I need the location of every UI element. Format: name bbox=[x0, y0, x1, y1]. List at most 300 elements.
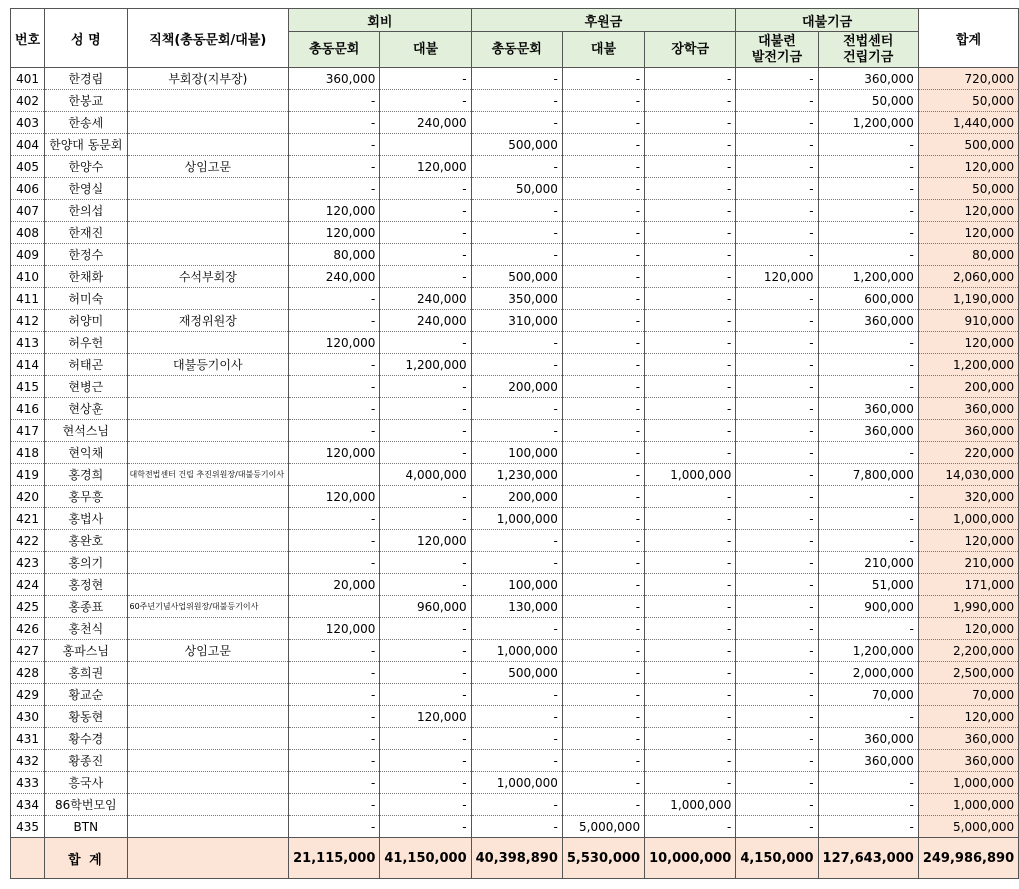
row-fund-center-cell[interactable]: 7,800,000 bbox=[818, 464, 918, 486]
row-fee-daebul-cell[interactable]: - bbox=[380, 684, 471, 706]
row-fee-alumni-cell[interactable]: 120,000 bbox=[289, 442, 380, 464]
row-name-cell[interactable]: 현상훈 bbox=[45, 398, 127, 420]
row-fee-alumni-cell[interactable]: 240,000 bbox=[289, 266, 380, 288]
row-name-cell[interactable]: 한채화 bbox=[45, 266, 127, 288]
row-role-cell[interactable] bbox=[127, 728, 289, 750]
row-fee-daebul-cell[interactable]: 120,000 bbox=[380, 706, 471, 728]
row-fee-daebul-cell[interactable]: 960,000 bbox=[380, 596, 471, 618]
row-support-daebul-cell[interactable]: - bbox=[562, 706, 644, 728]
row-total-cell[interactable]: 120,000 bbox=[918, 156, 1018, 178]
row-total-cell[interactable]: 360,000 bbox=[918, 420, 1018, 442]
row-fund-development-cell[interactable]: - bbox=[736, 134, 818, 156]
row-support-daebul-cell[interactable]: - bbox=[562, 376, 644, 398]
row-support-alumni-cell[interactable]: 1,230,000 bbox=[471, 464, 562, 486]
row-name-cell[interactable]: 한봉교 bbox=[45, 90, 127, 112]
row-role-cell[interactable] bbox=[127, 200, 289, 222]
row-fund-center-cell[interactable]: - bbox=[818, 508, 918, 530]
row-support-scholarship-cell[interactable]: - bbox=[645, 376, 736, 398]
row-name-cell[interactable]: 흥국사 bbox=[45, 772, 127, 794]
row-fee-daebul-cell[interactable]: - bbox=[380, 816, 471, 838]
row-role-cell[interactable] bbox=[127, 244, 289, 266]
row-fund-center-cell[interactable]: - bbox=[818, 178, 918, 200]
row-fund-center-cell[interactable]: - bbox=[818, 486, 918, 508]
row-name-cell[interactable]: 한경림 bbox=[45, 68, 127, 90]
row-fee-daebul-cell[interactable]: - bbox=[380, 574, 471, 596]
row-support-daebul-cell[interactable]: - bbox=[562, 420, 644, 442]
row-role-cell[interactable] bbox=[127, 662, 289, 684]
row-total-cell[interactable]: 360,000 bbox=[918, 398, 1018, 420]
row-fund-development-cell[interactable]: - bbox=[736, 640, 818, 662]
row-fund-development-cell[interactable]: 120,000 bbox=[736, 266, 818, 288]
row-name-cell[interactable]: 홍완호 bbox=[45, 530, 127, 552]
row-fund-development-cell[interactable]: - bbox=[736, 706, 818, 728]
row-support-daebul-cell[interactable]: - bbox=[562, 266, 644, 288]
row-role-cell[interactable] bbox=[127, 508, 289, 530]
header-support-scholarship[interactable]: 장학금 bbox=[645, 32, 736, 68]
row-role-cell[interactable] bbox=[127, 178, 289, 200]
header-group-fee[interactable]: 회비 bbox=[289, 9, 472, 32]
row-support-daebul-cell[interactable]: - bbox=[562, 288, 644, 310]
row-fee-alumni-cell[interactable]: 120,000 bbox=[289, 486, 380, 508]
row-support-daebul-cell[interactable]: - bbox=[562, 200, 644, 222]
row-name-cell[interactable]: 황수경 bbox=[45, 728, 127, 750]
row-fund-development-cell[interactable]: - bbox=[736, 794, 818, 816]
row-role-cell[interactable] bbox=[127, 684, 289, 706]
row-support-scholarship-cell[interactable]: - bbox=[645, 68, 736, 90]
row-name-cell[interactable]: 홍무흥 bbox=[45, 486, 127, 508]
row-support-alumni-cell[interactable]: - bbox=[471, 618, 562, 640]
row-support-alumni-cell[interactable]: 200,000 bbox=[471, 376, 562, 398]
row-name-cell[interactable]: 한정수 bbox=[45, 244, 127, 266]
row-support-alumni-cell[interactable]: 100,000 bbox=[471, 442, 562, 464]
row-number-cell[interactable]: 421 bbox=[11, 508, 45, 530]
row-support-daebul-cell[interactable]: - bbox=[562, 728, 644, 750]
row-total-cell[interactable]: 120,000 bbox=[918, 332, 1018, 354]
row-role-cell[interactable]: 재정위원장 bbox=[127, 310, 289, 332]
row-total-cell[interactable]: 360,000 bbox=[918, 728, 1018, 750]
row-support-alumni-cell[interactable]: 500,000 bbox=[471, 134, 562, 156]
row-support-daebul-cell[interactable]: - bbox=[562, 618, 644, 640]
row-support-daebul-cell[interactable]: - bbox=[562, 508, 644, 530]
row-number-cell[interactable]: 428 bbox=[11, 662, 45, 684]
row-fee-alumni-cell[interactable] bbox=[289, 596, 380, 618]
row-number-cell[interactable]: 408 bbox=[11, 222, 45, 244]
row-number-cell[interactable]: 412 bbox=[11, 310, 45, 332]
header-name[interactable]: 성 명 bbox=[45, 9, 127, 68]
row-fund-development-cell[interactable]: - bbox=[736, 398, 818, 420]
row-support-alumni-cell[interactable]: 50,000 bbox=[471, 178, 562, 200]
row-support-scholarship-cell[interactable]: - bbox=[645, 706, 736, 728]
row-role-cell[interactable]: 대학전법센터 건립 추진위원장/대불등기이사 bbox=[127, 464, 289, 486]
row-fund-center-cell[interactable]: - bbox=[818, 442, 918, 464]
row-support-alumni-cell[interactable]: - bbox=[471, 332, 562, 354]
header-fee-daebul[interactable]: 대불 bbox=[380, 32, 471, 68]
row-fee-alumni-cell[interactable]: 360,000 bbox=[289, 68, 380, 90]
row-role-cell[interactable] bbox=[127, 90, 289, 112]
row-support-daebul-cell[interactable]: - bbox=[562, 68, 644, 90]
row-fund-development-cell[interactable]: - bbox=[736, 288, 818, 310]
row-name-cell[interactable]: 현익채 bbox=[45, 442, 127, 464]
row-fund-center-cell[interactable]: 1,200,000 bbox=[818, 640, 918, 662]
row-total-cell[interactable]: 910,000 bbox=[918, 310, 1018, 332]
row-fee-alumni-cell[interactable]: - bbox=[289, 398, 380, 420]
row-support-alumni-cell[interactable]: 1,000,000 bbox=[471, 772, 562, 794]
row-fee-alumni-cell[interactable]: - bbox=[289, 684, 380, 706]
row-role-cell[interactable] bbox=[127, 750, 289, 772]
row-support-daebul-cell[interactable]: - bbox=[562, 112, 644, 134]
row-total-cell[interactable]: 210,000 bbox=[918, 552, 1018, 574]
row-support-scholarship-cell[interactable]: - bbox=[645, 310, 736, 332]
row-fund-center-cell[interactable]: - bbox=[818, 222, 918, 244]
row-fund-center-cell[interactable]: 210,000 bbox=[818, 552, 918, 574]
row-support-scholarship-cell[interactable]: - bbox=[645, 222, 736, 244]
row-role-cell[interactable] bbox=[127, 618, 289, 640]
row-fund-development-cell[interactable]: - bbox=[736, 332, 818, 354]
row-support-scholarship-cell[interactable]: 1,000,000 bbox=[645, 794, 736, 816]
row-fee-daebul-cell[interactable]: - bbox=[380, 178, 471, 200]
row-support-alumni-cell[interactable]: - bbox=[471, 728, 562, 750]
row-name-cell[interactable]: 86학번모임 bbox=[45, 794, 127, 816]
row-support-alumni-cell[interactable]: 500,000 bbox=[471, 662, 562, 684]
row-name-cell[interactable]: 한재진 bbox=[45, 222, 127, 244]
header-fee-alumni[interactable]: 총동문회 bbox=[289, 32, 380, 68]
row-support-alumni-cell[interactable]: 130,000 bbox=[471, 596, 562, 618]
footer-sum-fee-daebul[interactable]: 41,150,000 bbox=[380, 838, 471, 879]
row-number-cell[interactable]: 427 bbox=[11, 640, 45, 662]
row-fee-daebul-cell[interactable]: - bbox=[380, 662, 471, 684]
row-fund-development-cell[interactable]: - bbox=[736, 486, 818, 508]
row-support-daebul-cell[interactable]: - bbox=[562, 354, 644, 376]
row-number-cell[interactable]: 433 bbox=[11, 772, 45, 794]
row-role-cell[interactable] bbox=[127, 794, 289, 816]
row-role-cell[interactable]: 60주년기념사업위원장/대불등기이사 bbox=[127, 596, 289, 618]
footer-sum-fee-alumni[interactable]: 21,115,000 bbox=[289, 838, 380, 879]
row-fee-daebul-cell[interactable]: 240,000 bbox=[380, 288, 471, 310]
footer-sum-support-alumni[interactable]: 40,398,890 bbox=[471, 838, 562, 879]
header-total[interactable]: 합계 bbox=[918, 9, 1018, 68]
row-number-cell[interactable]: 413 bbox=[11, 332, 45, 354]
row-support-scholarship-cell[interactable]: - bbox=[645, 90, 736, 112]
row-fund-development-cell[interactable]: - bbox=[736, 530, 818, 552]
row-number-cell[interactable]: 426 bbox=[11, 618, 45, 640]
row-fund-development-cell[interactable]: - bbox=[736, 90, 818, 112]
row-fee-alumni-cell[interactable]: - bbox=[289, 134, 380, 156]
row-fee-daebul-cell[interactable]: - bbox=[380, 90, 471, 112]
footer-total-label[interactable]: 합 계 bbox=[45, 838, 127, 879]
row-fee-alumni-cell[interactable]: - bbox=[289, 112, 380, 134]
row-fund-center-cell[interactable]: 1,200,000 bbox=[818, 266, 918, 288]
row-fee-alumni-cell[interactable]: - bbox=[289, 530, 380, 552]
row-fee-daebul-cell[interactable]: - bbox=[380, 508, 471, 530]
row-role-cell[interactable] bbox=[127, 222, 289, 244]
row-support-daebul-cell[interactable]: - bbox=[562, 486, 644, 508]
row-fee-alumni-cell[interactable]: 120,000 bbox=[289, 618, 380, 640]
row-support-scholarship-cell[interactable]: - bbox=[645, 134, 736, 156]
row-support-scholarship-cell[interactable]: - bbox=[645, 750, 736, 772]
row-role-cell[interactable] bbox=[127, 530, 289, 552]
row-name-cell[interactable]: 한의섭 bbox=[45, 200, 127, 222]
row-total-cell[interactable]: 14,030,000 bbox=[918, 464, 1018, 486]
row-total-cell[interactable]: 2,060,000 bbox=[918, 266, 1018, 288]
row-fund-center-cell[interactable]: - bbox=[818, 332, 918, 354]
row-support-scholarship-cell[interactable]: - bbox=[645, 178, 736, 200]
row-total-cell[interactable]: 200,000 bbox=[918, 376, 1018, 398]
row-name-cell[interactable]: 홍정현 bbox=[45, 574, 127, 596]
row-fund-center-cell[interactable]: 360,000 bbox=[818, 728, 918, 750]
row-role-cell[interactable]: 상임고문 bbox=[127, 156, 289, 178]
row-number-cell[interactable]: 411 bbox=[11, 288, 45, 310]
row-role-cell[interactable]: 수석부회장 bbox=[127, 266, 289, 288]
row-fund-development-cell[interactable]: - bbox=[736, 552, 818, 574]
row-fee-alumni-cell[interactable]: - bbox=[289, 156, 380, 178]
row-fee-alumni-cell[interactable]: 80,000 bbox=[289, 244, 380, 266]
row-support-daebul-cell[interactable]: - bbox=[562, 530, 644, 552]
row-support-alumni-cell[interactable]: - bbox=[471, 112, 562, 134]
row-role-cell[interactable] bbox=[127, 706, 289, 728]
row-fund-center-cell[interactable]: - bbox=[818, 354, 918, 376]
row-fee-daebul-cell[interactable]: - bbox=[380, 68, 471, 90]
row-support-daebul-cell[interactable]: - bbox=[562, 464, 644, 486]
row-support-daebul-cell[interactable]: - bbox=[562, 134, 644, 156]
row-fee-alumni-cell[interactable]: - bbox=[289, 794, 380, 816]
row-support-daebul-cell[interactable]: - bbox=[562, 662, 644, 684]
row-name-cell[interactable]: 홍파스님 bbox=[45, 640, 127, 662]
row-fee-daebul-cell[interactable]: - bbox=[380, 244, 471, 266]
row-support-alumni-cell[interactable]: - bbox=[471, 398, 562, 420]
row-fee-alumni-cell[interactable]: - bbox=[289, 728, 380, 750]
row-role-cell[interactable] bbox=[127, 772, 289, 794]
row-support-alumni-cell[interactable]: - bbox=[471, 200, 562, 222]
row-number-cell[interactable]: 420 bbox=[11, 486, 45, 508]
row-support-alumni-cell[interactable]: - bbox=[471, 750, 562, 772]
row-support-alumni-cell[interactable]: - bbox=[471, 684, 562, 706]
row-support-scholarship-cell[interactable]: - bbox=[645, 266, 736, 288]
row-number-cell[interactable]: 417 bbox=[11, 420, 45, 442]
row-total-cell[interactable]: 2,500,000 bbox=[918, 662, 1018, 684]
row-number-cell[interactable]: 424 bbox=[11, 574, 45, 596]
row-fund-center-cell[interactable]: 360,000 bbox=[818, 398, 918, 420]
row-fund-center-cell[interactable]: 360,000 bbox=[818, 420, 918, 442]
row-total-cell[interactable]: 2,200,000 bbox=[918, 640, 1018, 662]
header-no[interactable]: 번호 bbox=[11, 9, 45, 68]
row-fund-development-cell[interactable]: - bbox=[736, 508, 818, 530]
row-fund-development-cell[interactable]: - bbox=[736, 354, 818, 376]
row-support-daebul-cell[interactable]: - bbox=[562, 552, 644, 574]
row-support-scholarship-cell[interactable]: - bbox=[645, 332, 736, 354]
row-total-cell[interactable]: 1,190,000 bbox=[918, 288, 1018, 310]
row-support-daebul-cell[interactable]: - bbox=[562, 398, 644, 420]
row-support-scholarship-cell[interactable]: - bbox=[645, 508, 736, 530]
row-name-cell[interactable]: 홍천식 bbox=[45, 618, 127, 640]
row-fee-alumni-cell[interactable]: - bbox=[289, 288, 380, 310]
row-name-cell[interactable]: 황동현 bbox=[45, 706, 127, 728]
row-fund-development-cell[interactable]: - bbox=[736, 420, 818, 442]
row-fund-center-cell[interactable]: - bbox=[818, 618, 918, 640]
footer-sum-support-daebul[interactable]: 5,530,000 bbox=[562, 838, 644, 879]
row-total-cell[interactable]: 320,000 bbox=[918, 486, 1018, 508]
row-support-alumni-cell[interactable]: - bbox=[471, 222, 562, 244]
row-total-cell[interactable]: 1,200,000 bbox=[918, 354, 1018, 376]
row-support-scholarship-cell[interactable]: - bbox=[645, 574, 736, 596]
row-fund-development-cell[interactable]: - bbox=[736, 222, 818, 244]
row-fee-daebul-cell[interactable]: - bbox=[380, 750, 471, 772]
row-support-daebul-cell[interactable]: - bbox=[562, 794, 644, 816]
row-total-cell[interactable]: 50,000 bbox=[918, 90, 1018, 112]
row-role-cell[interactable] bbox=[127, 134, 289, 156]
row-name-cell[interactable]: 한송세 bbox=[45, 112, 127, 134]
row-role-cell[interactable] bbox=[127, 398, 289, 420]
row-total-cell[interactable]: 720,000 bbox=[918, 68, 1018, 90]
footer-empty-cell[interactable] bbox=[11, 838, 45, 879]
row-fund-center-cell[interactable]: - bbox=[818, 156, 918, 178]
row-fee-alumni-cell[interactable]: - bbox=[289, 750, 380, 772]
row-name-cell[interactable]: BTN bbox=[45, 816, 127, 838]
row-number-cell[interactable]: 410 bbox=[11, 266, 45, 288]
row-support-scholarship-cell[interactable]: - bbox=[645, 112, 736, 134]
row-role-cell[interactable] bbox=[127, 288, 289, 310]
row-number-cell[interactable]: 423 bbox=[11, 552, 45, 574]
row-support-daebul-cell[interactable]: - bbox=[562, 442, 644, 464]
row-fund-development-cell[interactable]: - bbox=[736, 464, 818, 486]
row-fee-daebul-cell[interactable]: 120,000 bbox=[380, 530, 471, 552]
row-fee-daebul-cell[interactable]: - bbox=[380, 640, 471, 662]
row-name-cell[interactable]: 한양수 bbox=[45, 156, 127, 178]
row-support-daebul-cell[interactable]: - bbox=[562, 90, 644, 112]
row-total-cell[interactable]: 120,000 bbox=[918, 200, 1018, 222]
row-fee-alumni-cell[interactable]: - bbox=[289, 662, 380, 684]
row-support-alumni-cell[interactable]: 200,000 bbox=[471, 486, 562, 508]
footer-sum-support-scholarship[interactable]: 10,000,000 bbox=[645, 838, 736, 879]
row-number-cell[interactable]: 409 bbox=[11, 244, 45, 266]
row-fund-development-cell[interactable]: - bbox=[736, 772, 818, 794]
header-fund-development[interactable]: 대불련 발전기금 bbox=[736, 32, 818, 68]
row-number-cell[interactable]: 415 bbox=[11, 376, 45, 398]
row-support-scholarship-cell[interactable]: - bbox=[645, 354, 736, 376]
row-support-alumni-cell[interactable]: - bbox=[471, 794, 562, 816]
row-fund-center-cell[interactable]: 2,000,000 bbox=[818, 662, 918, 684]
row-number-cell[interactable]: 404 bbox=[11, 134, 45, 156]
row-fee-daebul-cell[interactable]: 4,000,000 bbox=[380, 464, 471, 486]
row-fee-daebul-cell[interactable]: - bbox=[380, 222, 471, 244]
row-number-cell[interactable]: 407 bbox=[11, 200, 45, 222]
row-total-cell[interactable]: 80,000 bbox=[918, 244, 1018, 266]
row-support-alumni-cell[interactable]: - bbox=[471, 354, 562, 376]
row-fee-daebul-cell[interactable]: - bbox=[380, 332, 471, 354]
row-fund-development-cell[interactable]: - bbox=[736, 596, 818, 618]
row-fund-development-cell[interactable]: - bbox=[736, 178, 818, 200]
row-fee-alumni-cell[interactable]: - bbox=[289, 552, 380, 574]
row-fee-alumni-cell[interactable]: - bbox=[289, 90, 380, 112]
row-fund-center-cell[interactable]: - bbox=[818, 244, 918, 266]
row-fund-development-cell[interactable]: - bbox=[736, 662, 818, 684]
row-role-cell[interactable] bbox=[127, 112, 289, 134]
row-name-cell[interactable]: 홍법사 bbox=[45, 508, 127, 530]
row-fund-center-cell[interactable]: - bbox=[818, 200, 918, 222]
row-fund-center-cell[interactable]: - bbox=[818, 794, 918, 816]
row-fee-daebul-cell[interactable]: - bbox=[380, 618, 471, 640]
row-support-scholarship-cell[interactable]: - bbox=[645, 684, 736, 706]
row-name-cell[interactable]: 홍의기 bbox=[45, 552, 127, 574]
row-support-daebul-cell[interactable]: - bbox=[562, 684, 644, 706]
row-fund-center-cell[interactable]: - bbox=[818, 816, 918, 838]
row-fee-daebul-cell[interactable] bbox=[380, 134, 471, 156]
row-support-alumni-cell[interactable]: 1,000,000 bbox=[471, 508, 562, 530]
row-fee-daebul-cell[interactable]: - bbox=[380, 398, 471, 420]
row-support-scholarship-cell[interactable]: - bbox=[645, 442, 736, 464]
row-fee-daebul-cell[interactable]: 240,000 bbox=[380, 310, 471, 332]
row-support-scholarship-cell[interactable]: - bbox=[645, 420, 736, 442]
row-fund-development-cell[interactable]: - bbox=[736, 684, 818, 706]
row-support-daebul-cell[interactable]: - bbox=[562, 332, 644, 354]
row-support-scholarship-cell[interactable]: - bbox=[645, 552, 736, 574]
row-number-cell[interactable]: 434 bbox=[11, 794, 45, 816]
row-fund-center-cell[interactable]: 51,000 bbox=[818, 574, 918, 596]
row-support-alumni-cell[interactable]: - bbox=[471, 816, 562, 838]
row-role-cell[interactable] bbox=[127, 442, 289, 464]
row-number-cell[interactable]: 418 bbox=[11, 442, 45, 464]
row-support-alumni-cell[interactable]: - bbox=[471, 530, 562, 552]
row-fee-alumni-cell[interactable] bbox=[289, 464, 380, 486]
row-fund-development-cell[interactable]: - bbox=[736, 200, 818, 222]
row-name-cell[interactable]: 허우헌 bbox=[45, 332, 127, 354]
row-support-scholarship-cell[interactable]: - bbox=[645, 640, 736, 662]
row-support-alumni-cell[interactable]: 350,000 bbox=[471, 288, 562, 310]
footer-empty-cell[interactable] bbox=[127, 838, 289, 879]
row-support-alumni-cell[interactable]: 500,000 bbox=[471, 266, 562, 288]
row-number-cell[interactable]: 431 bbox=[11, 728, 45, 750]
row-fee-daebul-cell[interactable]: - bbox=[380, 376, 471, 398]
header-support-alumni[interactable]: 총동문회 bbox=[471, 32, 562, 68]
row-support-alumni-cell[interactable]: - bbox=[471, 244, 562, 266]
row-total-cell[interactable]: 1,000,000 bbox=[918, 794, 1018, 816]
row-support-alumni-cell[interactable]: - bbox=[471, 90, 562, 112]
row-fee-daebul-cell[interactable]: - bbox=[380, 728, 471, 750]
row-fee-daebul-cell[interactable]: - bbox=[380, 442, 471, 464]
row-support-scholarship-cell[interactable]: - bbox=[645, 596, 736, 618]
row-number-cell[interactable]: 401 bbox=[11, 68, 45, 90]
row-number-cell[interactable]: 430 bbox=[11, 706, 45, 728]
row-fee-daebul-cell[interactable]: - bbox=[380, 266, 471, 288]
row-fee-alumni-cell[interactable]: 120,000 bbox=[289, 200, 380, 222]
row-support-alumni-cell[interactable]: - bbox=[471, 68, 562, 90]
row-fee-daebul-cell[interactable]: - bbox=[380, 420, 471, 442]
row-fee-alumni-cell[interactable]: - bbox=[289, 772, 380, 794]
row-name-cell[interactable]: 현병근 bbox=[45, 376, 127, 398]
row-role-cell[interactable] bbox=[127, 486, 289, 508]
row-fund-center-cell[interactable]: - bbox=[818, 376, 918, 398]
row-name-cell[interactable]: 황종진 bbox=[45, 750, 127, 772]
row-role-cell[interactable] bbox=[127, 332, 289, 354]
row-support-scholarship-cell[interactable]: - bbox=[645, 244, 736, 266]
row-total-cell[interactable]: 360,000 bbox=[918, 750, 1018, 772]
row-total-cell[interactable]: 1,000,000 bbox=[918, 508, 1018, 530]
row-support-scholarship-cell[interactable]: - bbox=[645, 200, 736, 222]
row-support-daebul-cell[interactable]: - bbox=[562, 596, 644, 618]
row-fund-center-cell[interactable]: 1,200,000 bbox=[818, 112, 918, 134]
row-total-cell[interactable]: 1,000,000 bbox=[918, 772, 1018, 794]
row-support-scholarship-cell[interactable]: - bbox=[645, 816, 736, 838]
row-fund-development-cell[interactable]: - bbox=[736, 574, 818, 596]
row-support-alumni-cell[interactable]: - bbox=[471, 706, 562, 728]
header-fund-center[interactable]: 전법센터 건립기금 bbox=[818, 32, 918, 68]
row-name-cell[interactable]: 한영실 bbox=[45, 178, 127, 200]
row-support-daebul-cell[interactable]: - bbox=[562, 640, 644, 662]
row-name-cell[interactable]: 한양대 동문회 bbox=[45, 134, 127, 156]
row-fund-center-cell[interactable]: 600,000 bbox=[818, 288, 918, 310]
row-support-daebul-cell[interactable]: - bbox=[562, 156, 644, 178]
row-role-cell[interactable] bbox=[127, 552, 289, 574]
row-fund-center-cell[interactable]: - bbox=[818, 530, 918, 552]
